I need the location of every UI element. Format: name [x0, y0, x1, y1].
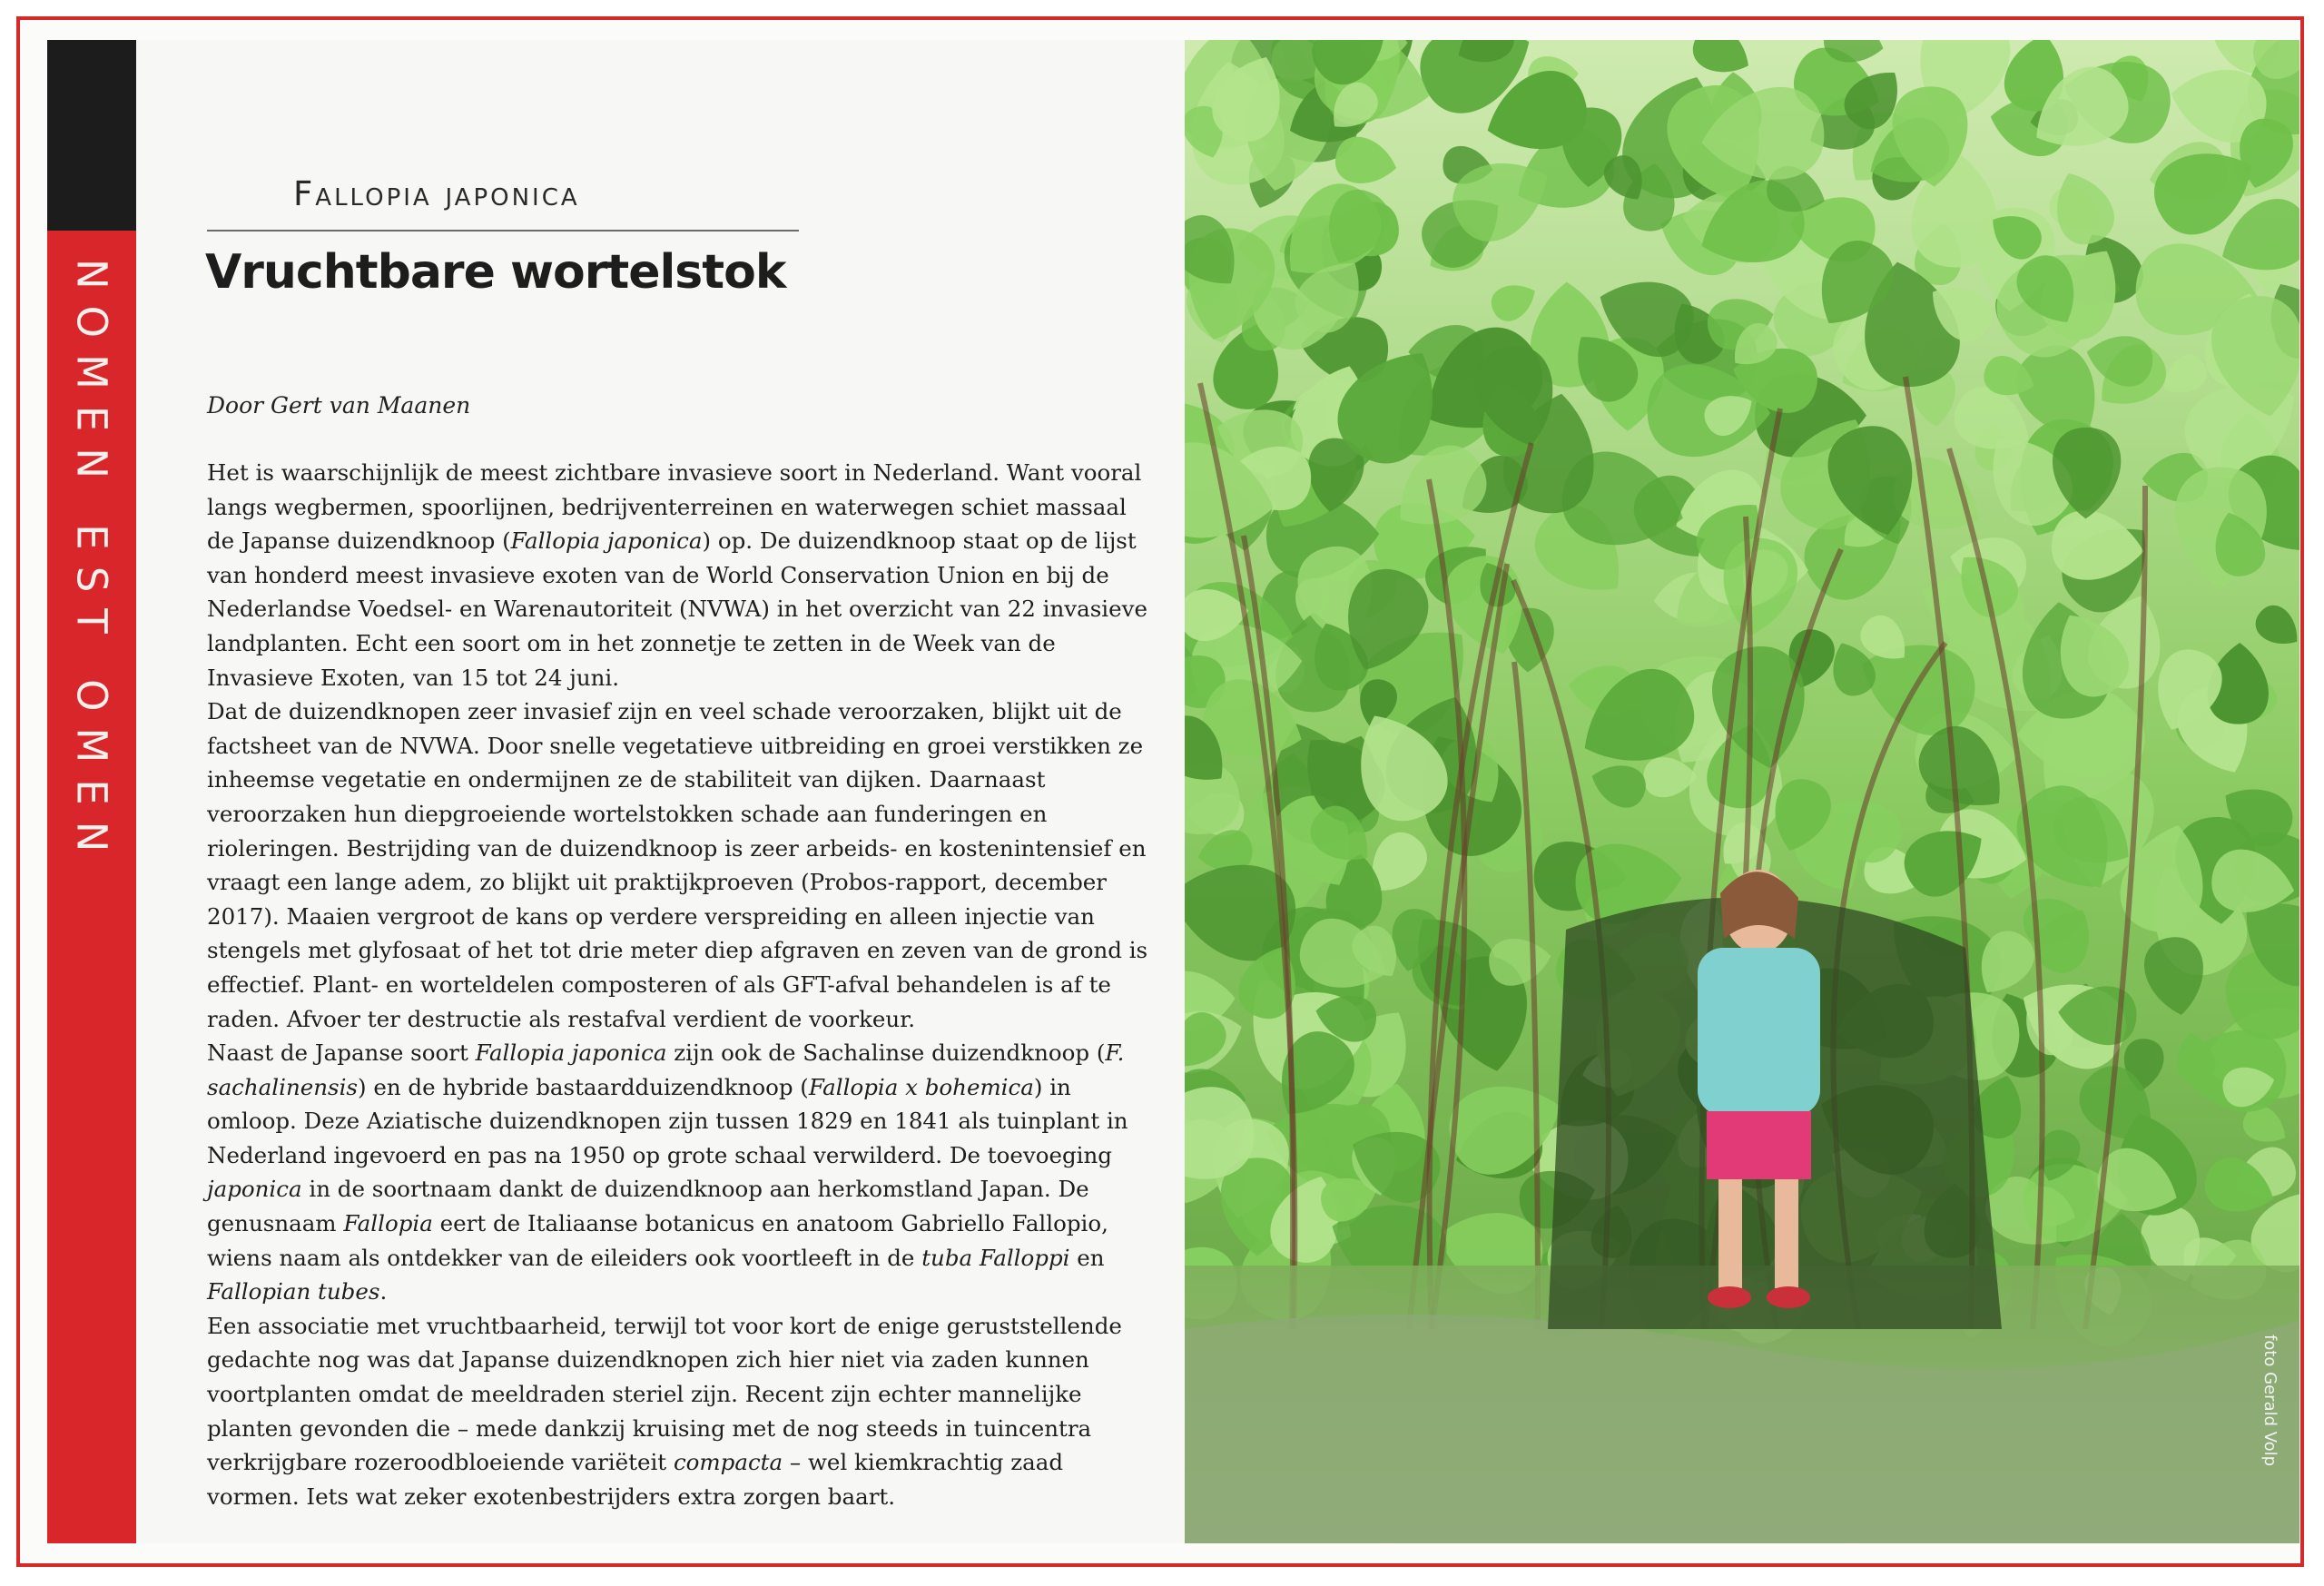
article-byline: Door Gert van Maanen [207, 392, 471, 419]
photo-credit: foto Gerald Volp [2260, 1335, 2280, 1467]
knotweed-photo [1185, 40, 2299, 1543]
paragraph-1: Het is waarschijnlijk de meest zichtbare invasieve soort in Nederland. Want vooral langs wegbermen, spoorlijnen, bedrijventerreinen en waterwegen schiet massaal de Japanse duizendknoop (Fallopia japonica) op. De duizendknoop staat op de lijst van honderd meest invasieve exoten van de World Conservation Union en bij de Nederlandse Voedsel- en Warenautoriteit (NVWA) in het overzicht van 22 invasieve landplanten. Echt een soort om in het zonnetje te zetten in de Week van de Invasieve Exoten, van 15 tot 24 juni. [207, 459, 1147, 691]
article-title: Vruchtbare wortelstok [205, 245, 786, 300]
article-body [207, 456, 1151, 1513]
article-kicker: Fallopia japonica [293, 174, 580, 213]
kicker-divider [207, 230, 799, 231]
paragraph-2: Dat de duizendknopen zeer invasief zijn en veel schade veroorzaken, blijkt uit de factsheet van de NVWA. Door snelle vegetatieve uitbreiding en groei verstikken ze inheemse vegetatie en ondermijnen ze de stabiliteit van dijken. Daarnaast veroorzaken hun diepgroeiende wortelstokken schade aan funderingen en rioleringen. Bestrijding van de duizendknoop is zeer arbeids- en kostenintensief en vraagt een lange adem, zo blijkt uit praktijkproeven (Probos-rapport, december 2017). Maaien vergroot de kans op verdere verspreiding en alleen injectie van stengels met glyfosaat of het tot drie meter diep afgraven en zeven van de grond is effectief. Plant- en worteldelen composteren of als GFT-afval behandelen is af te raden. Afvoer ter destructie als restafval verdient de voorkeur. [207, 698, 1148, 1032]
paragraph-3: Naast de Japanse soort Fallopia japonica zijn ook de Sachalinse duizendknoop (F. sachalinensis) en de hybride bastaardduizendknoop (Fallopia x bohemica) in omloop. Deze Aziatische duizendknopen zijn tussen 1829 en 1841 als tuinplant in Nederland ingevoerd en pas na 1950 op grote schaal verwilderd. De toevoeging japonica in de soortnaam dankt de duizendknoop aan herkomstland Japan. De genusnaam Fallopia eert de Italiaanse botanicus en anatoom Gabriello Fallopio, wiens naam als ontdekker van de eileiders ook voortleeft in de tuba Falloppi en Fallopian tubes. [207, 1039, 1128, 1305]
sidebar-black-bar [47, 40, 136, 231]
foliage-illustration [1185, 40, 2299, 1543]
paragraph-4: Een associatie met vruchtbaarheid, terwijl tot voor kort de enige geruststellende gedachte nog was dat Japanse duizendknopen zich hier niet via zaden kunnen voortplanten omdat de meeldraden steriel zijn. Recent zijn echter mannelijke planten gevonden die – mede dankzij kruising met de nog steeds in tuincentra verkrijgbare rozeroodbloeiende variëteit compacta – wel kiemkrachtig zaad vormen. Iets wat zeker exotenbestrijders extra zorgen baart. [207, 1312, 1122, 1510]
section-label: NOMEN EST OMEN [67, 259, 116, 869]
